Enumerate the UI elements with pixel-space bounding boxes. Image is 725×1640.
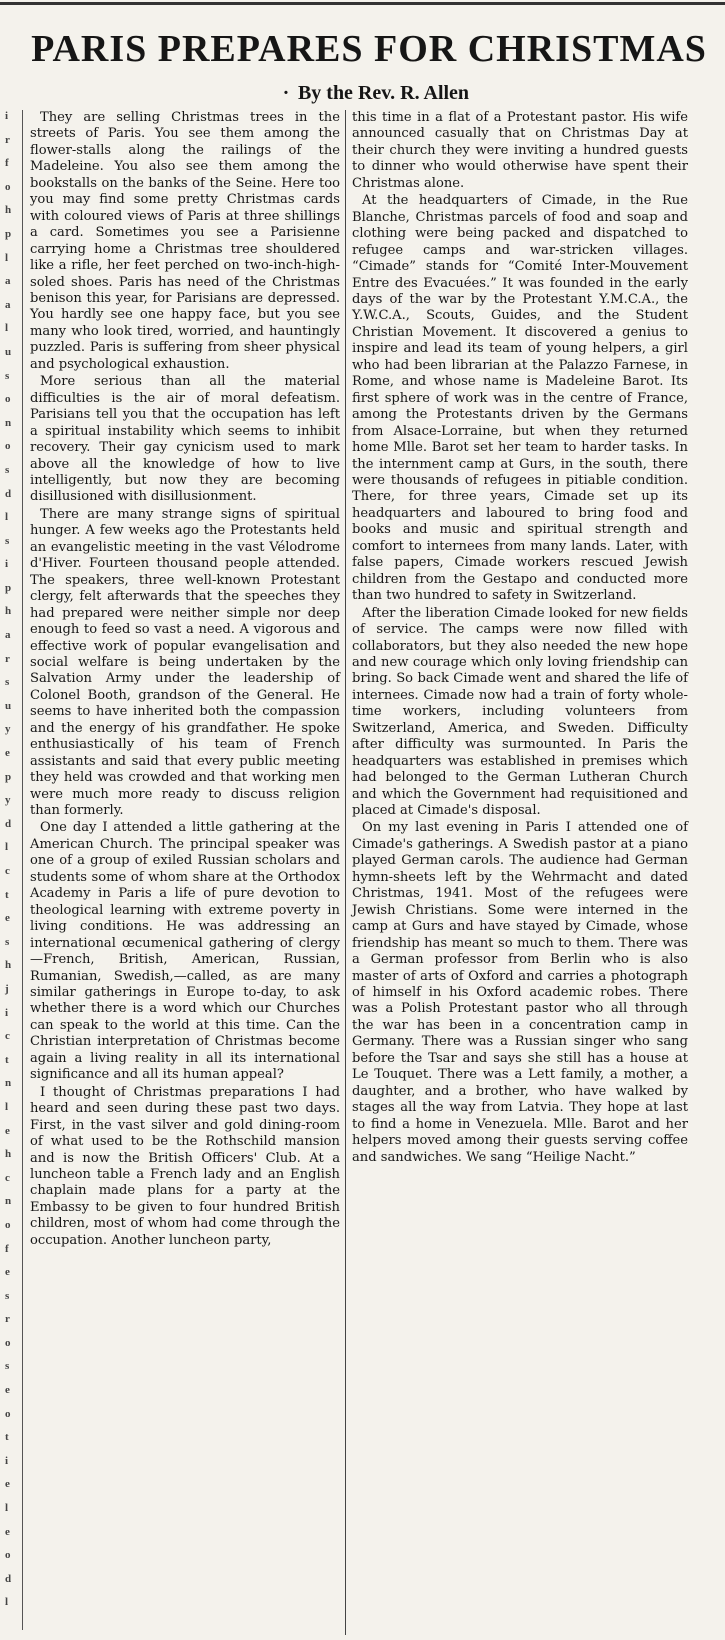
top-rule <box>0 2 725 5</box>
gutter-fragment: i <box>5 110 9 122</box>
gutter-fragment: e <box>5 1266 10 1278</box>
gutter-fragment: l <box>5 322 9 334</box>
gutter-fragment: c <box>5 865 10 877</box>
gutter-fragment: s <box>5 936 10 948</box>
gutter-fragment: t <box>5 1431 9 1443</box>
gutter-fragment: s <box>5 1290 10 1302</box>
right-paragraph-2: At the headquarters of Cimade, in the Rue Blanche, Christmas parcels of food and soap and clothing were being packed and dispatched to refugee camps and war-stricken villages. “Cimade” stands for “Comité Inter-Mouvement Entre des Evacuées.” It was founded in the early days of the war by the Protestant Y.M.C.A., the Y.W.C.A., Scouts, Guides, and the Student Christian Movement. It discovered a genius to inspire and lead its team of young helpers, a girl who had been librarian at the Palazzo Farnese, in Rome, and whose name is Madeleine Barot. Its first sphere of work was in the centre of France, among the Protestants driven by the Germans from Alsace-Lorraine, but when they returned home Mlle. Barot set her team to harder tasks. In the internment camp at Gurs, in the south, there were thousands of refugees in pitiable condition. There, for three years, Cimade set up its headquarters and laboured to bring food and books and music and spiritual strength and comfort to internees from many lands. Later, with false papers, Cimade workers rescued Jewish children from the Gestapo and conducted more than two hundred to safety in Switzerland. <box>352 193 688 604</box>
gutter-fragment: e <box>5 1478 10 1490</box>
gutter-fragment: t <box>5 889 9 901</box>
article-headline: PARIS PREPARES FOR CHRISTMAS <box>31 28 707 70</box>
gutter-fragment: a <box>5 629 11 641</box>
gutter-fragment: o <box>5 181 11 193</box>
article-column-right <box>352 110 688 1167</box>
gutter-fragment: d <box>5 1573 12 1585</box>
gutter-fragment: o <box>5 393 11 405</box>
gutter-fragment: c <box>5 1172 10 1184</box>
gutter-fragment: e <box>5 1125 10 1137</box>
gutter-fragment: o <box>5 1337 11 1349</box>
right-paragraph-4: On my last evening in Paris I attended one of Cimade's gatherings. A Swedish pastor at a piano played German carols. The audience had German hymn-sheets left by the Wehrmacht and dated Christmas, 1941. Most of the refugees were Jewish Christians. Some were interned in the camp at Gurs and have stayed by Cimade, whose friendship has meant so much to them. There was a German professor from Berlin who is also master of arts of Oxford and carries a photograph of himself in his Oxford academic robes. There was a Polish Protestant pastor who all through the war has been in a concentration camp in Germany. There was a Russian singer who sang before the Tsar and says she still has a house at Le Touquet. There was a Lett family, a mother, a daughter, and a brother, who have walked by stages all the way from Latvia. They hope at last to find a home in Venezuela. Mlle. Barot and her helpers moved among their guests serving coffee and sandwiches. We sang “Heilige Nacht.” <box>352 820 688 1165</box>
gutter-fragment: e <box>5 1384 10 1396</box>
left-paragraph-3: There are many strange signs of spiritual hunger. A few weeks ago the Protestants held an evangelistic meeting in the vast Vélodrome d'Hiver. Fourteen thousand people attended. The speakers, three well-known Protestant clergy, felt afterwards that the speeches they had prepared were neither simple nor deep enough to feed so vast a need. A vigorous and effective work of popular evangelisation and social welfare is being undertaken by the Salvation Army under the leadership of Colonel Booth, grandson of the General. He seems to have inherited both the compassion and the energy of his grandfather. He spoke enthusiastically of his team of French assistants and said that every public meeting they held was crowded and that working men were much more ready to discuss religion than formerly. <box>30 506 340 819</box>
gutter-fragment: d <box>5 488 12 500</box>
gutter-fragment: y <box>5 794 11 806</box>
gutter-fragment: o <box>5 1408 11 1420</box>
gutter-fragment: s <box>5 370 10 382</box>
gutter-fragment: u <box>5 700 12 712</box>
gutter-fragment: p <box>5 228 12 240</box>
gutter-fragment: e <box>5 1526 10 1538</box>
gutter-fragment: l <box>5 841 9 853</box>
gutter-fragment: t <box>5 1054 9 1066</box>
gutter-fragment: d <box>5 818 12 830</box>
gutter-fragment: y <box>5 723 11 735</box>
gutter-fragment: l <box>5 1596 9 1608</box>
right-paragraph-3: After the liberation Cimade looked for new fields of service. The camps were now filled with collaborators, but they also needed the new hope and new courage which only loving friendship can bring. So back Cimade went and shared the life of internees. Cimade now had a train of forty whole-time workers, including volunteers from Switzerland, America, and Sweden. Difficulty after difficulty was surmounted. In Paris the headquarters was established in premises which had belonged to the German Lutheran Church and which the Government had requisitioned and placed at Cimade's disposal. <box>352 605 688 819</box>
gutter-fragment: h <box>5 959 12 971</box>
gutter-fragment: j <box>5 983 9 995</box>
gutter-fragment: p <box>5 771 12 783</box>
left-paragraph-1: They are selling Christmas trees in the streets of Paris. You see them among the flower-stalls along the railings of the Madeleine. You also see them among the bookstalls on the banks of the Seine. Here too you may find some pretty Christmas cards with coloured views of Paris at three shillings a card. Sometimes you see a Parisienne carrying home a Christmas tree shouldered like a rifle, her feet perched on two-inch-high-soled shoes. Paris has need of the Christmas benison this year, for Parisians are depressed. You hardly see one happy face, but you see many who look tired, worried, and hauntingly puzzled. Paris is suffering from sheer physical and psychological exhaustion. <box>30 110 340 372</box>
article-byline: By the Rev. R. Allen <box>297 82 470 104</box>
gutter-fragment: h <box>5 605 12 617</box>
gutter-fragment: h <box>5 204 12 216</box>
gutter-fragment: o <box>5 1219 11 1231</box>
gutter-fragment: n <box>5 417 12 429</box>
gutter-fragment: e <box>5 747 10 759</box>
gutter-fragment: l <box>5 511 9 523</box>
right-paragraph-1: this time in a flat of a Protestant pastor. His wife announced casually that on Christmas Day at their church they were inviting a hundred guests to dinner who would otherwise have spent their Christmas alone. <box>352 110 688 191</box>
gutter-fragment: f <box>5 1243 9 1255</box>
gutter-fragment: s <box>5 464 10 476</box>
article-column-left <box>30 110 340 1250</box>
column-divider <box>345 110 346 1635</box>
gutter-fragment: i <box>5 558 9 570</box>
gutter-fragment: l <box>5 1101 9 1113</box>
left-paragraph-2: More serious than all the material difficulties is the air of moral defeatism. Parisians tell you that the occupation has left a spiritual instability which seems to inhibit recovery. Their gay cynicism used to mark above all the knowledge of how to live intelligently, but now they are becoming disillusioned with disillusionment. <box>30 374 340 505</box>
gutter-fragment: s <box>5 1360 10 1372</box>
article-byline-row <box>24 82 724 105</box>
gutter-fragment: r <box>5 1313 10 1325</box>
gutter-fragment: h <box>5 1148 12 1160</box>
left-paragraph-5: I thought of Christmas preparations I had heard and seen during these past two days. First, in the vast silver and gold dining-room of what used to be the Rothschild mansion and is now the British Officers' Club. At a luncheon table a French lady and an English chaplain made plans for a party at the Embassy to be given to four hundred British children, most of whom had come through the occupation. Another luncheon party, <box>30 1084 340 1248</box>
gutter-fragment: r <box>5 134 10 146</box>
left-margin-gutter <box>0 110 23 1630</box>
gutter-fragment: i <box>5 1455 9 1467</box>
gutter-fragment: s <box>5 676 10 688</box>
gutter-fragment: c <box>5 1030 10 1042</box>
byline-dot: · <box>282 82 290 104</box>
gutter-fragment: n <box>5 1077 12 1089</box>
gutter-fragment: o <box>5 1549 11 1561</box>
gutter-fragment: r <box>5 653 10 665</box>
gutter-fragment: a <box>5 275 11 287</box>
gutter-fragment: o <box>5 440 11 452</box>
gutter-fragment: p <box>5 582 12 594</box>
gutter-fragment: a <box>5 299 11 311</box>
gutter-fragment: i <box>5 1007 9 1019</box>
gutter-fragment: l <box>5 1502 9 1514</box>
gutter-fragment: e <box>5 912 10 924</box>
gutter-fragment: l <box>5 252 9 264</box>
gutter-fragment: f <box>5 157 9 169</box>
gutter-fragment: s <box>5 535 10 547</box>
gutter-fragment: n <box>5 1195 12 1207</box>
left-paragraph-4: One day I attended a little gathering at the American Church. The principal speaker was one of a group of exiled Russian scholars and students some of whom share at the Orthodox Academy in Paris a life of pure devotion to theological learning with extreme poverty in living conditions. He was addressing an international œcumenical gathering of clergy—French, British, American, Russian, Rumanian, Swedish,—called, as are many similar gatherings in Europe to-day, to ask whether there is a word which our Churches can speak to the world at this time. Can the Christian interpretation of Christmas become again a living reality in all its international significance and all its human appeal? <box>30 820 340 1083</box>
gutter-fragment: u <box>5 346 12 358</box>
